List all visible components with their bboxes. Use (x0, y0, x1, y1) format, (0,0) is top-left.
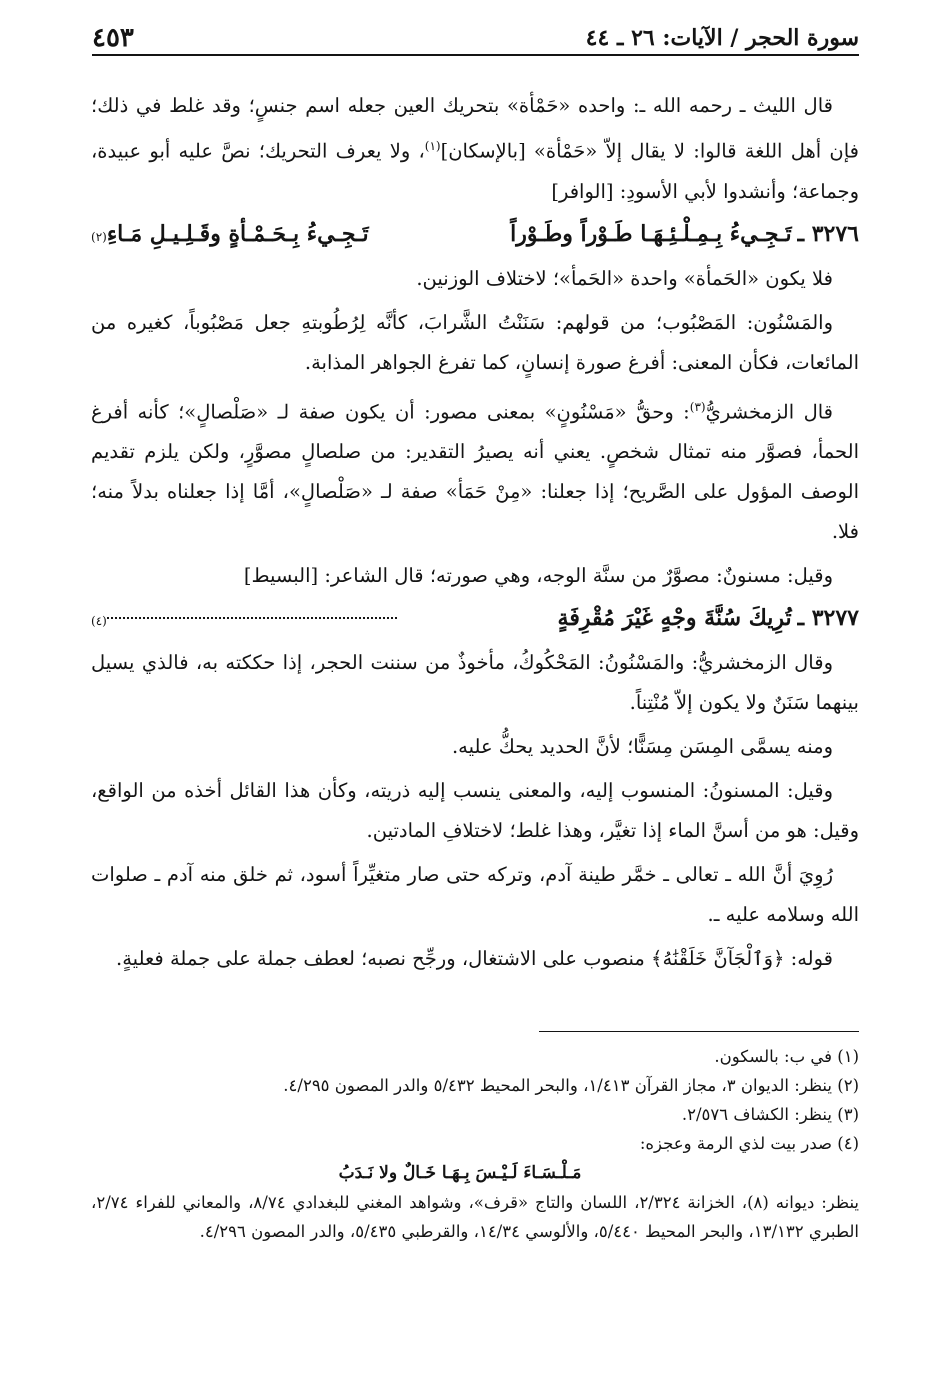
verse-3277 (91, 596, 859, 643)
verse-second-hemistich: تَـجِـيءُ بِـحَـمْـأةٍ وقَـلِـيـلِ مَـاءِ (106, 220, 369, 247)
paragraph-hama: فلا يكون «الحَمأة» واحدة «الحَمأ»؛ لاختلاف الوزنين. (416, 266, 833, 290)
verse-number: ٣٢٧٦ ـ (797, 220, 859, 247)
page-header (92, 20, 859, 56)
footnote-4-references: ينظر: ديوانه (٨)، الخزانة ٢/٣٢٤، اللسان والتاج «قرف»، وشواهد المغني للبغدادي ٨/٧٤، والمعاني للفراء ٢/٧٤، الطبري ١٣/١٣٢، والبحر المحيط ٥/٤٤٠، والألوسي ١٤/٣٤، والقرطبي ٥/٤٣٥، والدر المصون ٤/٢٩٦. (91, 1193, 860, 1241)
footnotes (91, 1042, 859, 1246)
verse-first-hemistich: تُرِيكَ سُنَّةَ وجْهٍ غَيْرَ مُقْرِفَةٍ (557, 605, 792, 631)
quran-quote: ﴿وَٱلْجَآنَّ خَلَقْنَٰهُ﴾ (651, 947, 785, 970)
footnote-4: (٤) صدر بيت لذي الرمة وعجزه: (639, 1134, 859, 1153)
footnote-divider (539, 1031, 859, 1032)
verse-3276 (91, 212, 859, 259)
footnote-4-verse: مَـلْـسَـاءَ لَـيْـسَ بِـهَـا خَـالٌ ولا نَـدَبُ (338, 1163, 582, 1183)
paragraph-mansub: وقيل: المسنونُ: المنسوب إليه، والمعنى ينسب إليه ذريته، وكأن هذا القائل أخذه من الواقع، وقيل: هو من أسنَّ الماء إذا تغيَّر، وهذا غلط؛ لاختلافِ المادتين. (91, 779, 859, 842)
paragraph-masnun: والمَسْنُون: المَصْبُوب؛ من قولهم: سَنَنْتُ الشَّرابَ، كأنَّه لِرُطُوبتهِ جعل مَصْبُوباً، كغيره من المائعات، فكأن المعنى: أفرغ صورة إنسانٍ، كما تفرغ الجواهر المذابة. (91, 310, 859, 374)
running-title: سورة الحجر / الآيات: ٢٦ ـ ٤٤ (585, 25, 859, 51)
paragraph-mahkuk: وقال الزمخشريُّ: والمَسْنُونُ: المَحْكُوكُ، مأخوذٌ من سننت الحجر، إذا حككته به، فالذي يسيل بينهما سَنَنٌ ولا يكون إلاّ مُنْتِناً. (91, 651, 859, 714)
verse-first-hemistich: تَـجِـيءُ بِـمِـلْـئِـهَـا طَـوْراً وطَـوْراً (510, 220, 792, 247)
paragraph-adam: رُوِيَ أنَّ الله ـ تعالى ـ خمَّر طينة آدم، وتركه حتى صار متغيِّراً أسود، ثم خلق منه آدم ـ صلوات الله وسلامه عليه ـ. (91, 863, 859, 926)
footnote-ref-1[interactable]: (١) (424, 139, 441, 153)
paragraph-laith: قال الليث ـ رحمه الله ـ: واحده «حَمْأة» بتحريك العين جعله اسم جنسٍ؛ وقد غلط في ذلك؛ فإن أهل اللغة قالوا: لا يقال إلاّ «حَمْأة» [بالإسكان]$^{(١)}$، ولا يعرف التحريك؛ نصَّ عليه أبو عبيدة، وجماعة؛ وأنشدوا لأبي الأسودِ: [الوافر] (91, 94, 859, 203)
verse-number: ٣٢٧٧ ـ (797, 605, 859, 631)
footnote-2: (٢) ينظر: الديوان ٣، مجاز القرآن ١/٤١٣، والبحر المحيط ٥/٤٣٢ والدر المصون ٤/٢٩٥. (283, 1076, 859, 1095)
paragraph-sunnat-alwajh: وقيل: مسنونٌ: مصوَّرٌ من سنَّة الوجه، وهي صورته؛ قال الشاعر: [البسيط] (243, 564, 833, 587)
verse-dotted-line (107, 617, 397, 619)
page-number: ٤٥٣ (92, 23, 134, 53)
footnote-3: (٣) ينظر: الكشاف ٢/٥٧٦. (681, 1105, 859, 1124)
footnote-ref-2[interactable]: (٢) (91, 229, 107, 244)
footnote-ref-4[interactable]: (٤) (91, 614, 107, 628)
footnote-ref-3[interactable]: (٣) (689, 399, 706, 414)
main-text (91, 86, 859, 979)
paragraph-misann: ومنه يسمَّى المِسَن مِسَنًّا؛ لأنَّ الحديد يحكُّ عليه. (451, 735, 833, 758)
paragraph-wal-jann: قوله: ﴿وَٱلْجَآنَّ خَلَقْنَٰهُ﴾ منصوب على الاشتغال، ورجِّح نصبه؛ لعطف جملة على جملة فعليةٍ. (116, 947, 833, 970)
footnote-1: (١) في ب: بالسكون. (714, 1047, 859, 1066)
paragraph-zamakhshari: قال الزمخشريُّ$^{(٣)}$: وحقُّ «مَسْنُونٍ» بمعنى مصور: أن يكون صفة لـ «صَلْصالٍ»؛ كأنه أفرغ الحمأ، فصوَّر منه تمثال شخصٍ. يعني أنه يصيرُ التقدير: من صلصالٍ مصوَّرٍ، ولكن يلزم تقديم الوصف المؤول على الصَّريح؛ إذا جعلنا: «مِنْ حَمَأ» صفة لـ «صَلْصالٍ»، أمَّا إذا جعلناه بدلاً منه؛ فلا. (91, 399, 859, 543)
